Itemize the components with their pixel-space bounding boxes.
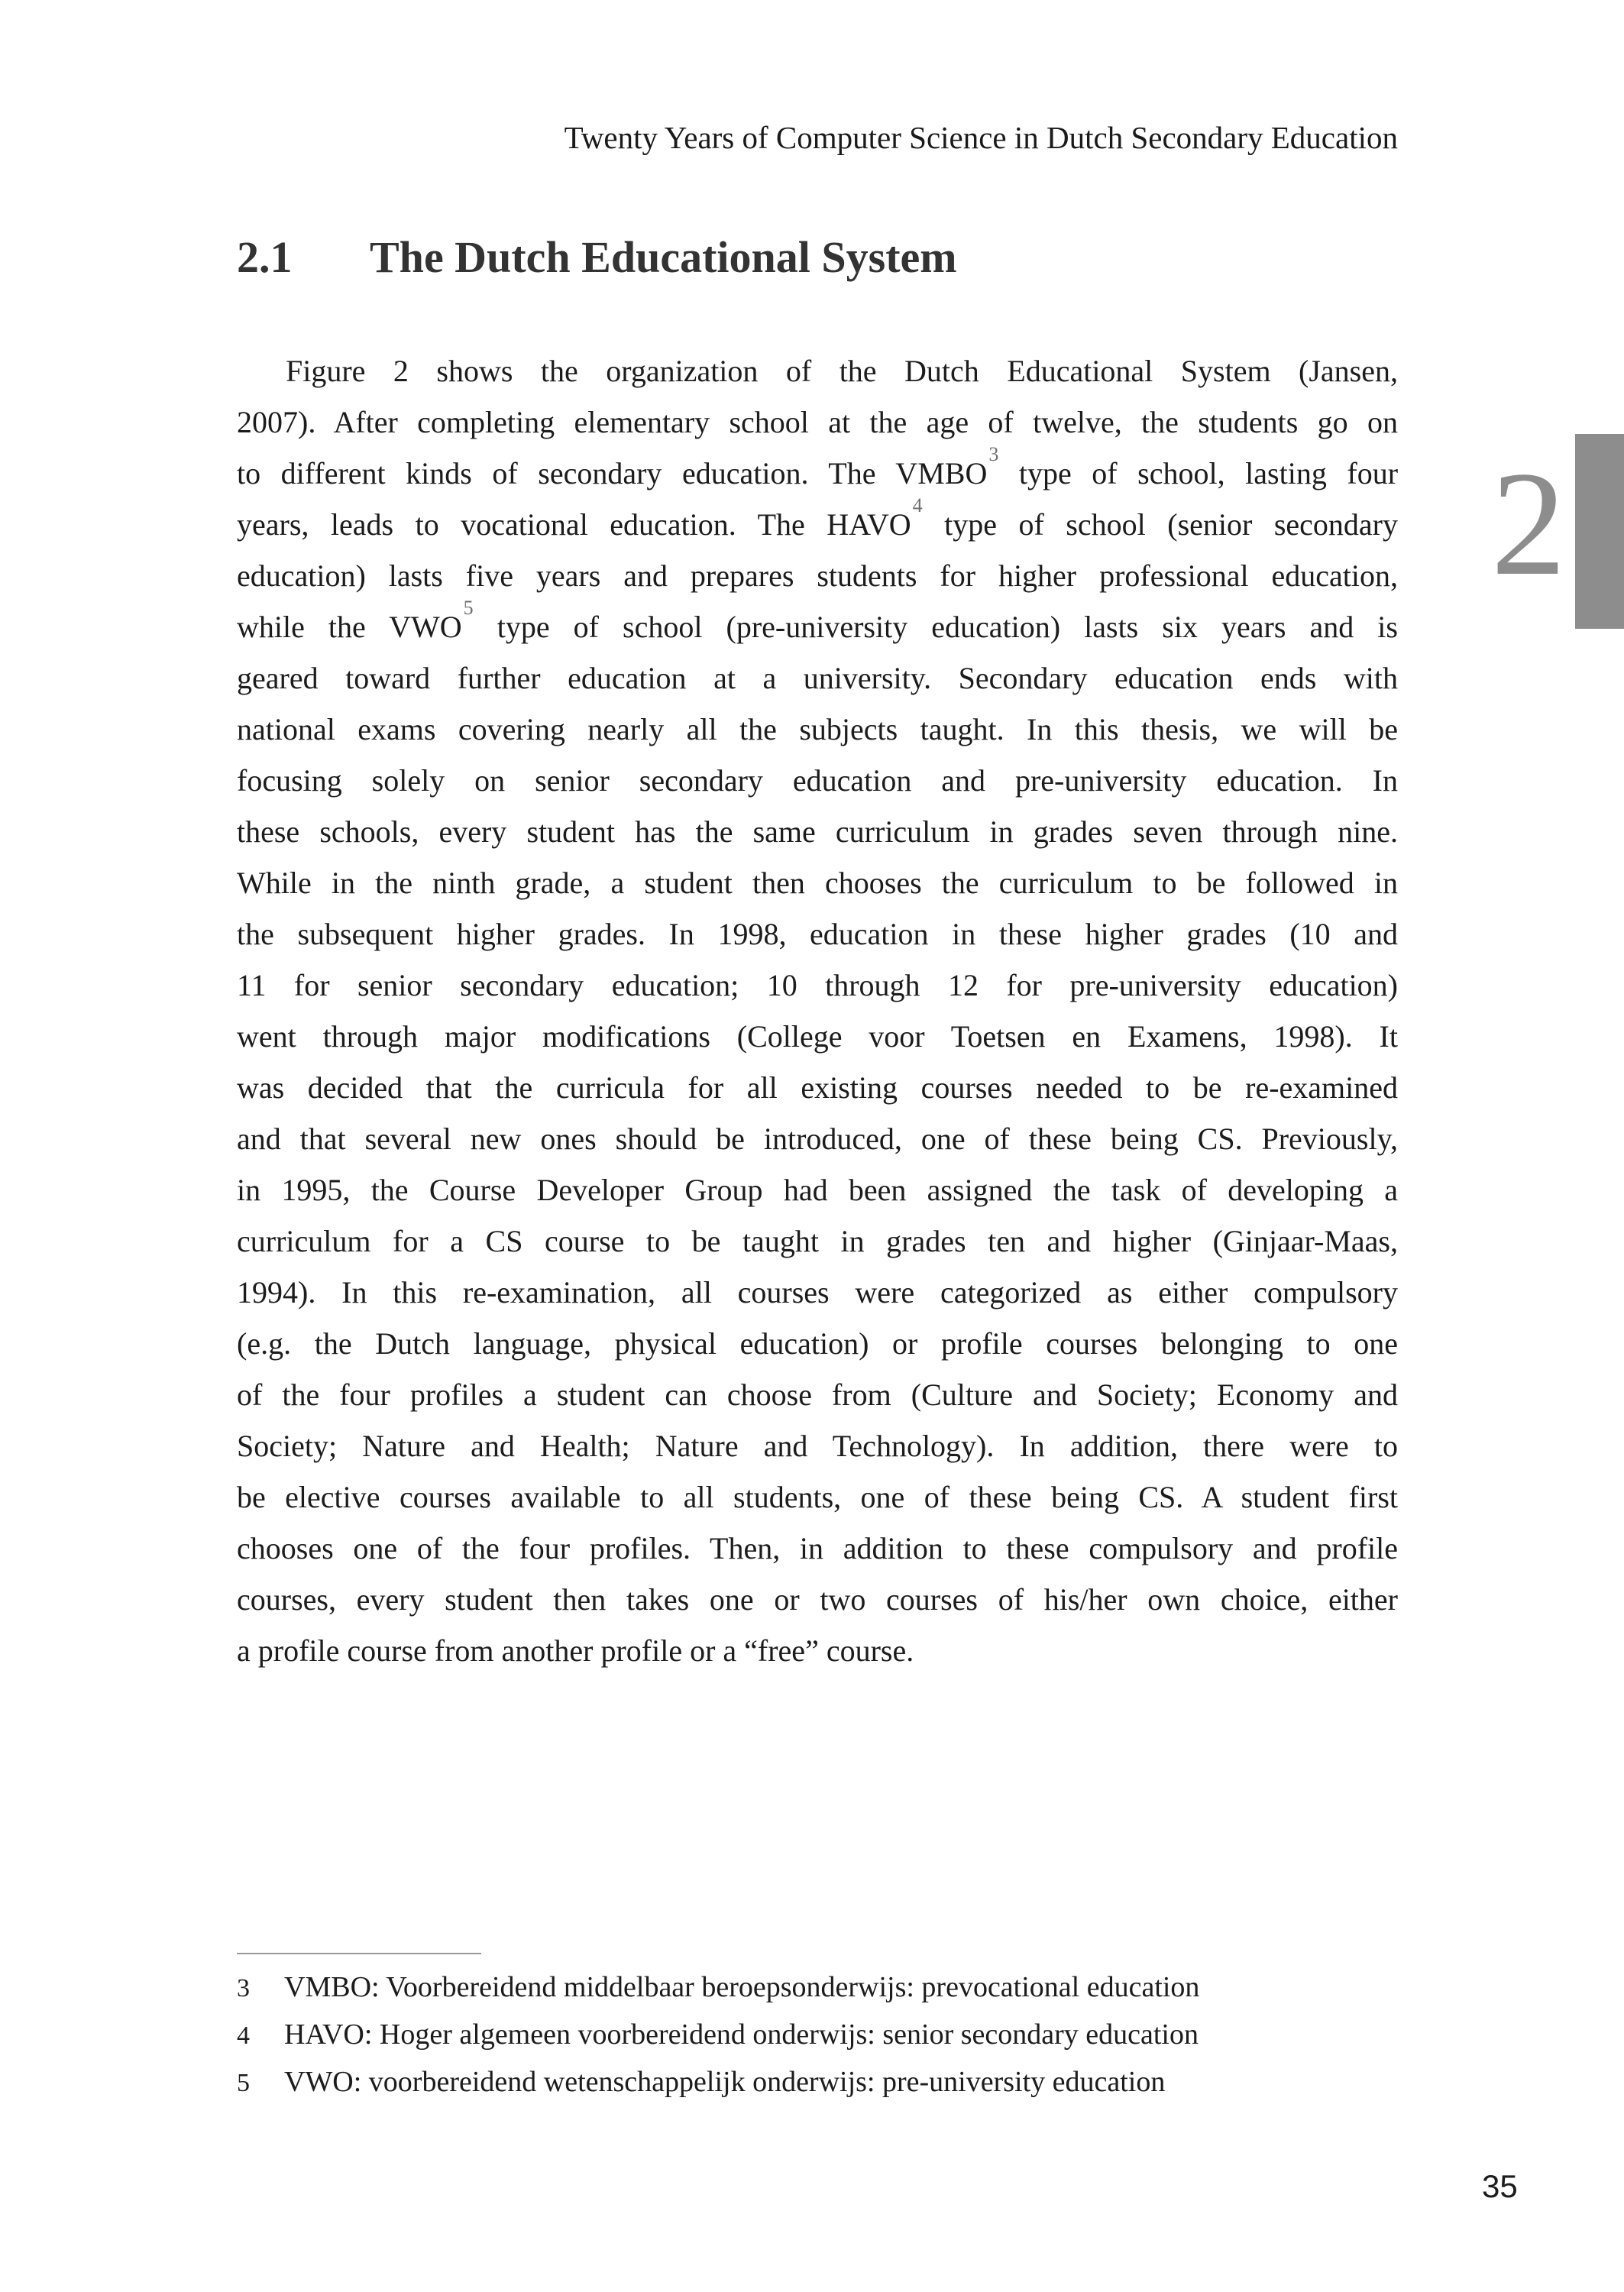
body-line: of the four profiles a student can choose from (Culture and Society; Economy and xyxy=(237,1377,1398,1412)
footnote-item xyxy=(237,2058,1398,2106)
body-line: Figure 2 shows the organization of the Dutch Educational System (Jansen, xyxy=(286,354,1398,388)
body-line: Society; Nature and Health; Nature and Technology). In addition, there were to xyxy=(237,1429,1398,1463)
body-line: focusing solely on senior secondary education and pre-university education. In xyxy=(237,763,1398,798)
chapter-number: 2 xyxy=(1491,441,1566,607)
body-line: and that several new ones should be introduced, one of these being CS. Previously, xyxy=(237,1122,1398,1156)
footnote-marker: 5 xyxy=(237,2069,250,2097)
running-header: Twenty Years of Computer Science in Dutch Secondary Education xyxy=(564,120,1398,155)
body-line: 11 for senior secondary education; 10 through 12 for pre-university education) xyxy=(237,968,1398,1002)
body-line: years, leads to vocational education. The HAVO$^4$ type of school (senior secondary xyxy=(237,494,1399,542)
footnote-separator xyxy=(237,1953,481,1954)
footnotes xyxy=(237,1953,1398,2106)
body-line: was decided that the curricula for all existing courses needed to be re-examined xyxy=(237,1070,1398,1105)
footnote-text: HAVO: Hoger algemeen voorbereidend onderwijs: senior secondary education xyxy=(284,2018,1199,2051)
body-line: national exams covering nearly all the subjects taught. In this thesis, we will be xyxy=(237,712,1398,746)
body-line: education) lasts five years and prepares students for higher professional education, xyxy=(237,558,1398,593)
footnote-reference: 3 xyxy=(988,442,999,465)
body-line: be elective courses available to all students, one of these being CS. A student first xyxy=(237,1480,1398,1514)
body-line: to different kinds of secondary education. The VMBO$^3$ type of school, lasting four xyxy=(237,442,1399,490)
footnote-marker: 3 xyxy=(237,1974,250,2002)
body-line: courses, every student then takes one or two courses of his/her own choice, either xyxy=(237,1582,1398,1617)
body-paragraph xyxy=(237,345,1398,1676)
footnote-item xyxy=(237,1963,1398,2011)
chapter-tab-marker xyxy=(1575,434,1624,629)
body-line: geared toward further education at a university. Secondary education ends with xyxy=(237,661,1398,695)
body-line: the subsequent higher grades. In 1998, education in these higher grades (10 and xyxy=(237,917,1398,951)
body-line: While in the ninth grade, a student then chooses the curriculum to be followed in xyxy=(237,866,1398,900)
footnote-reference: 5 xyxy=(463,596,474,619)
body-line: curriculum for a CS course to be taught in grades ten and higher (Ginjaar-Maas, xyxy=(237,1224,1398,1258)
footnote-text: VMBO: Voorbereidend middelbaar beroepsonderwijs: prevocational education xyxy=(284,1971,1200,2003)
body-line: while the VWO$^5$ type of school (pre-university education) lasts six years and is xyxy=(237,596,1398,644)
body-line: went through major modifications (College voor Toetsen en Examens, 1998). It xyxy=(237,1019,1398,1054)
footnote-marker: 4 xyxy=(237,2022,250,2050)
body-line: 1994). In this re-examination, all courses were categorized as either compulsory xyxy=(237,1275,1398,1309)
footnote-list xyxy=(237,1963,1398,2106)
footnote-reference: 4 xyxy=(912,494,923,516)
footnote-text: VWO: voorbereidend wetenschappelijk onderwijs: pre-university education xyxy=(284,2066,1166,2098)
body-line: in 1995, the Course Developer Group had been assigned the task of developing a xyxy=(237,1173,1398,1207)
page-number: 35 xyxy=(1482,2168,1518,2204)
body-line: 2007). After completing elementary school at the age of twelve, the students go on xyxy=(237,405,1398,439)
body-line: a profile course from another profile or a “free” course. xyxy=(237,1633,914,1668)
section-title: The Dutch Educational System xyxy=(370,232,957,282)
section-heading xyxy=(237,232,1398,283)
footnote-item xyxy=(237,2011,1398,2058)
body-line: (e.g. the Dutch language, physical education) or profile courses belonging to one xyxy=(237,1326,1398,1361)
section-number: 2.1 xyxy=(237,232,293,282)
body-line: these schools, every student has the same curriculum in grades seven through nine. xyxy=(237,814,1398,849)
body-line: chooses one of the four profiles. Then, in addition to these compulsory and profile xyxy=(237,1531,1398,1565)
